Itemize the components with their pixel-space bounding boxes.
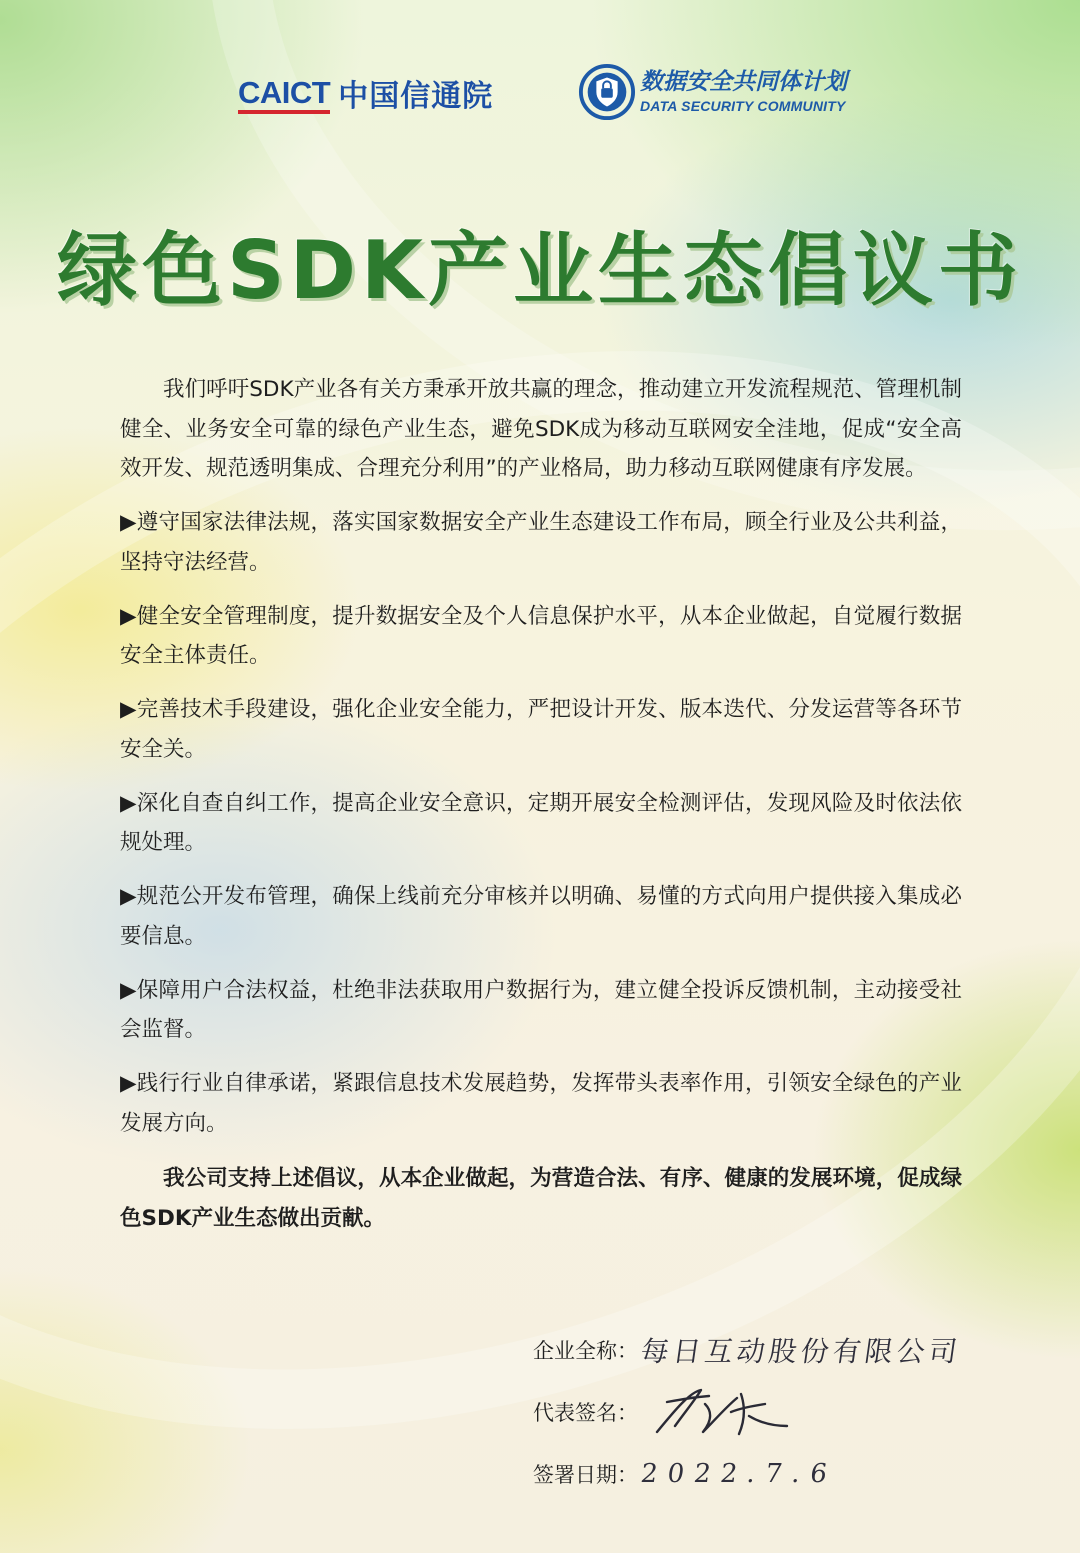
- document-title: 绿色SDK产业生态倡议书: [56, 224, 1023, 317]
- bullet-arrow-icon: ▶: [120, 977, 137, 1003]
- bullet-arrow-icon: ▶: [120, 884, 137, 909]
- caict-logo: [238, 72, 493, 114]
- bullet-arrow-icon: ▶: [120, 510, 137, 535]
- list-item: [120, 784, 962, 863]
- signature-block: [533, 1322, 964, 1502]
- list-item: [120, 1064, 962, 1143]
- list-item: [120, 597, 962, 676]
- representative-label: 代表签名：: [533, 1401, 638, 1425]
- list-item-text: 保障用户合法权益，杜绝非法获取用户数据行为，建立健全投诉反馈机制，主动接受社会监督。: [120, 977, 962, 1042]
- company-name-handwritten: 每日互动股份有限公司: [638, 1335, 964, 1368]
- list-item: [120, 503, 962, 582]
- caict-chinese-name: 中国信通院: [338, 79, 494, 114]
- shield-emblem-icon: [578, 63, 636, 121]
- bullet-arrow-icon: ▶: [120, 790, 137, 816]
- representative-row: [533, 1384, 961, 1440]
- list-item-text: 深化自查自纠工作，提高企业安全意识，定期开展安全检测评估，发现风险及时依法依规处理。: [120, 790, 962, 855]
- dsc-chinese-name: 数据安全共同体计划: [640, 69, 847, 95]
- company-row: [533, 1322, 964, 1378]
- bullet-arrow-icon: ▶: [120, 697, 137, 722]
- list-item-text: 践行行业自律承诺，紧跟信息技术发展趋势，发挥带头表率作用，引领安全绿色的产业发展方向。: [120, 1071, 962, 1136]
- list-item-text: 遵守国家法律法规，落实国家数据安全产业生态建设工作布局，顾全行业及公共利益，坚持守法经营。: [120, 510, 962, 575]
- list-item-text: 规范公开发布管理，确保上线前充分审核并以明确、易懂的方式向用户提供接入集成必要信息。: [120, 884, 962, 949]
- list-item-text: 健全安全管理制度，提升数据安全及个人信息保护水平，从本企业做起，自觉履行数据安全主体责任。: [120, 603, 962, 668]
- date-label: 签署日期：: [533, 1463, 638, 1487]
- data-security-community-logo: [578, 64, 847, 120]
- list-item: [120, 877, 962, 956]
- caict-logo-text: CAICT: [238, 75, 331, 110]
- closing-paragraph: 我公司支持上述倡议，从本企业做起，为营造合法、有序、健康的发展环境，促成绿色SDK产业生态做出贡献。: [120, 1166, 962, 1231]
- document-body: [120, 370, 962, 1253]
- list-item: [120, 971, 962, 1050]
- company-label: 企业全称：: [533, 1339, 638, 1363]
- signing-date-handwritten: 2022.7.6: [638, 1459, 839, 1489]
- dsc-english-name: DATA SECURITY COMMUNITY: [640, 98, 846, 114]
- date-row: [533, 1446, 961, 1502]
- bullet-arrow-icon: ▶: [120, 603, 137, 629]
- handwritten-signature: [645, 1382, 795, 1442]
- intro-paragraph: 我们呼吁SDK产业各有关方秉承开放共赢的理念，推动建立开发流程规范、管理机制健全、业务安全可靠的绿色产业生态，避免SDK成为移动互联网安全洼地，促成“安全高效开发、规范透明集成、合理充分利用”的产业格局，助力移动互联网健康有序发展。: [120, 377, 962, 481]
- bullet-arrow-icon: ▶: [120, 1071, 137, 1096]
- list-item: [120, 690, 962, 769]
- list-item-text: 完善技术手段建设，强化企业安全能力，严把设计开发、版本迭代、分发运营等各环节安全关。: [120, 697, 962, 762]
